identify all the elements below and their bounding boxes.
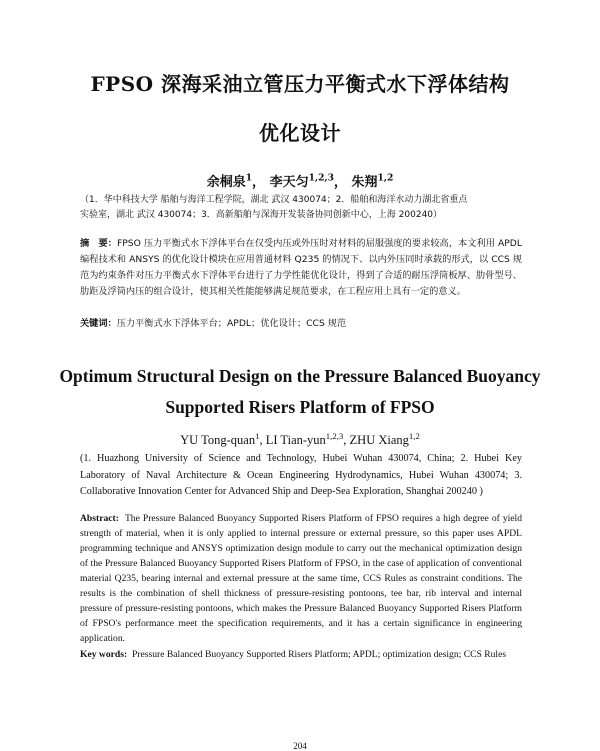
en-keywords-label: Key words: — [80, 649, 128, 660]
en-author-name: ZHU Xiang — [349, 433, 409, 447]
en-author-list — [0, 430, 600, 448]
en-keywords-text: Pressure Balanced Buoyancy Supported Risers Platform; APDL; optimization design; CCS Rules — [131, 649, 507, 660]
en-author-separator: , — [343, 433, 350, 447]
en-abstract — [80, 511, 522, 646]
zh-author-list — [0, 171, 600, 190]
en-author-name: LI Tian-yun — [265, 433, 326, 447]
en-abstract-label: Abstract: — [80, 513, 119, 524]
zh-keywords-label: 关键词： — [80, 318, 117, 329]
zh-keywords-text: 压力平衡式水下浮体平台；APDL；优化设计；CCS 规范 — [116, 318, 347, 329]
zh-author-separator: ， — [333, 175, 347, 190]
zh-title-line1: FPSO 深海采油立管压力平衡式水下浮体结构 — [90, 72, 510, 96]
zh-author-separator: ， — [252, 175, 266, 190]
en-author-separator: , — [259, 433, 266, 447]
en-title-line2: Supported Risers Platform of FPSO — [165, 397, 435, 417]
zh-author-affil: 1,2,3 — [308, 172, 334, 184]
zh-affiliation — [80, 193, 530, 223]
en-title-line1: Optimum Structural Design on the Pressure Balanced Buoyancy — [59, 366, 541, 386]
en-keywords — [80, 647, 522, 662]
zh-affiliation-line: 实验室，湖北 武汉 430074；3．高新船舶与深海开发装备协同创新中心，上海 200240） — [80, 210, 443, 220]
en-affiliation: (1. Huazhong University of Science and Technology, Hubei Wuhan 430074, China; 2. Hubei Key Laboratory of Naval Architecture & Ocean Engineering Hydrodynamics, Hubei Wuhan 430074; 3. Collaborative Innovation Center for Advanced Ship and Deep-Sea Exploration, Shanghai 200240 ) — [80, 453, 522, 497]
en-author-affil: 1,2,3 — [325, 430, 344, 441]
zh-abstract-text: FPSO 压力平衡式水下浮体平台在仅受内压或外压时对材料的屈服强度的要求较高，本文利用 APDL 编程技术和 ANSYS 的优化设计模块在应用普通材料 Q235 的情况下、以内外压同时承载的形式，以 CCS 规范为约束条件对压力平衡式水下浮体平台进行了力学性能优化设计，得到了合适的耐压浮筒板厚、肋骨型号、肋距及浮筒内压的组合设计，使其相关性能能够满足规范要求，在工程应用上具有一定的意义。 — [80, 238, 522, 297]
en-author-affil: 1,2 — [408, 430, 420, 441]
zh-affiliation-line: （1．华中科技大学 船舶与海洋工程学院，湖北 武汉 430074；2．船舶和海洋水动力湖北省重点 — [80, 195, 468, 205]
zh-author-name: 朱翔 — [351, 175, 378, 190]
zh-abstract-label: 摘 要： — [80, 238, 117, 249]
en-author-affil: 1 — [255, 430, 260, 441]
zh-author-affil: 1,2 — [377, 172, 394, 184]
en-author-name: YU Tong-quan — [180, 433, 256, 447]
zh-title-line2: 优化设计 — [259, 121, 341, 145]
page-number: 204 — [293, 741, 307, 751]
zh-author-name: 李天匀 — [269, 175, 309, 190]
zh-abstract — [80, 236, 522, 300]
zh-keywords — [80, 316, 522, 332]
zh-author-name: 余桐泉 — [206, 175, 246, 190]
zh-author-affil: 1 — [245, 172, 253, 184]
en-abstract-text: The Pressure Balanced Buoyancy Supported Risers Platform of FPSO requires a high degree of yield strength of material, when it is only applied to internal pressure or external pressure, so this paper uses APDL programming technique and ANSYS optimization design module to carry out the mechanical optimization design of the Pressure Balanced Buoyancy Supported Risers Platform of FPSO, in the case of application of conventional material Q235, bearing internal and external pressure at the same time, CCS Rules as constraint conditions. The results is the combination of shell thickness of pressure-resisting pontoons, tee bar, rib interval and internal pressure of pressure-resisting pontoons, which makes the Pressure Balanced Buoyancy Supported Risers Platform of FPSO's performance meet the specification requirements, and it has a certain significance in engineering application. — [80, 513, 522, 644]
